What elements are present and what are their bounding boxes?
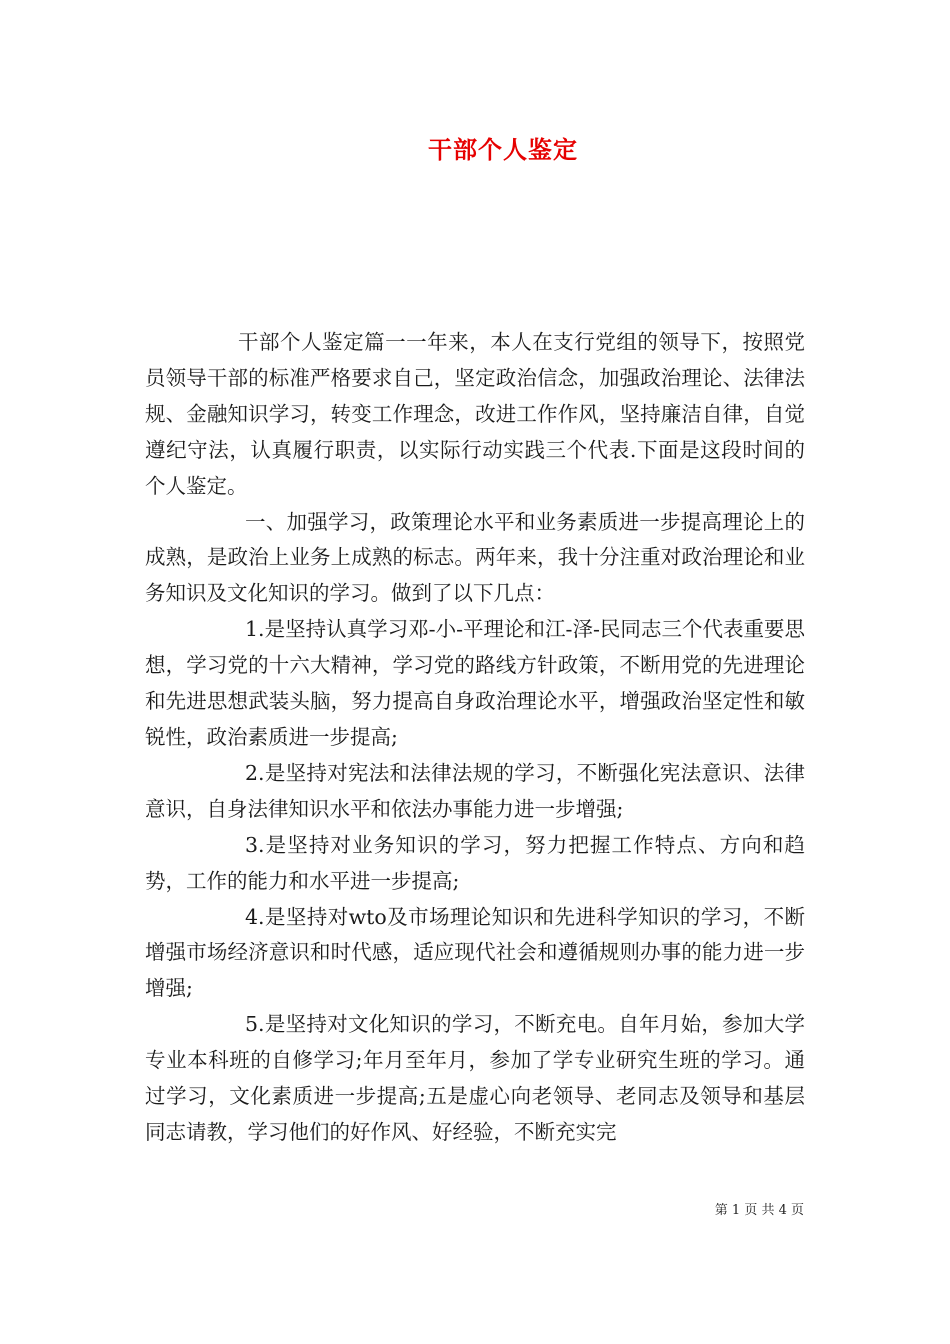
paragraph-intro: 干部个人鉴定篇一一年来，本人在支行党组的领导下，按照党员领导干部的标准严格要求自己，坚定政治信念，加强政治理论、法律法规、金融知识学习，转变工作理念，改进工作作风，坚持廉洁自律，自觉遵纪守法，认真履行职责，以实际行动实践三个代表.下面是这段时间的个人鉴定。 xyxy=(145,330,805,498)
paragraph-section-one: 一、加强学习，政策理论水平和业务素质进一步提高理论上的成熟，是政治上业务上成熟的标志。两年来，我十分注重对政治理论和业务知识及文化知识的学习。做到了以下几点： xyxy=(145,509,805,606)
paragraph-point-2: 2.是坚持对宪法和法律法规的学习，不断强化宪法意识、法律意识，自身法律知识水平和依法办事能力进一步增强; xyxy=(145,760,805,821)
document-body xyxy=(145,325,805,1151)
page-number-footer: 第 1 页 共 4 页 xyxy=(714,1203,804,1218)
paragraph-point-5: 5.是坚持对文化知识的学习，不断充电。自年月始，参加大学专业本科班的自修学习;年月至年月，参加了学专业研究生班的学习。通过学习，文化素质进一步提高;五是虚心向老领导、老同志及领导和基层同志请教，学习他们的好作风、好经验，不断充实完 xyxy=(145,1012,805,1144)
document-title: 干部个人鉴定 xyxy=(428,135,578,164)
paragraph-point-3: 3.是坚持对业务知识的学习，努力把握工作特点、方向和趋势，工作的能力和水平进一步提高; xyxy=(145,832,805,893)
paragraph-point-1: 1.是坚持认真学习邓-小-平理论和江-泽-民同志三个代表重要思想，学习党的十六大精神，学习党的路线方针政策，不断用党的先进理论和先进思想武装头脑，努力提高自身政治理论水平，增强政治坚定性和敏锐性，政治素质进一步提高; xyxy=(145,617,805,749)
paragraph-point-4: 4.是坚持对wto及市场理论知识和先进科学知识的学习，不断增强市场经济意识和时代感，适应现代社会和遵循规则办事的能力进一步增强; xyxy=(145,904,805,1001)
